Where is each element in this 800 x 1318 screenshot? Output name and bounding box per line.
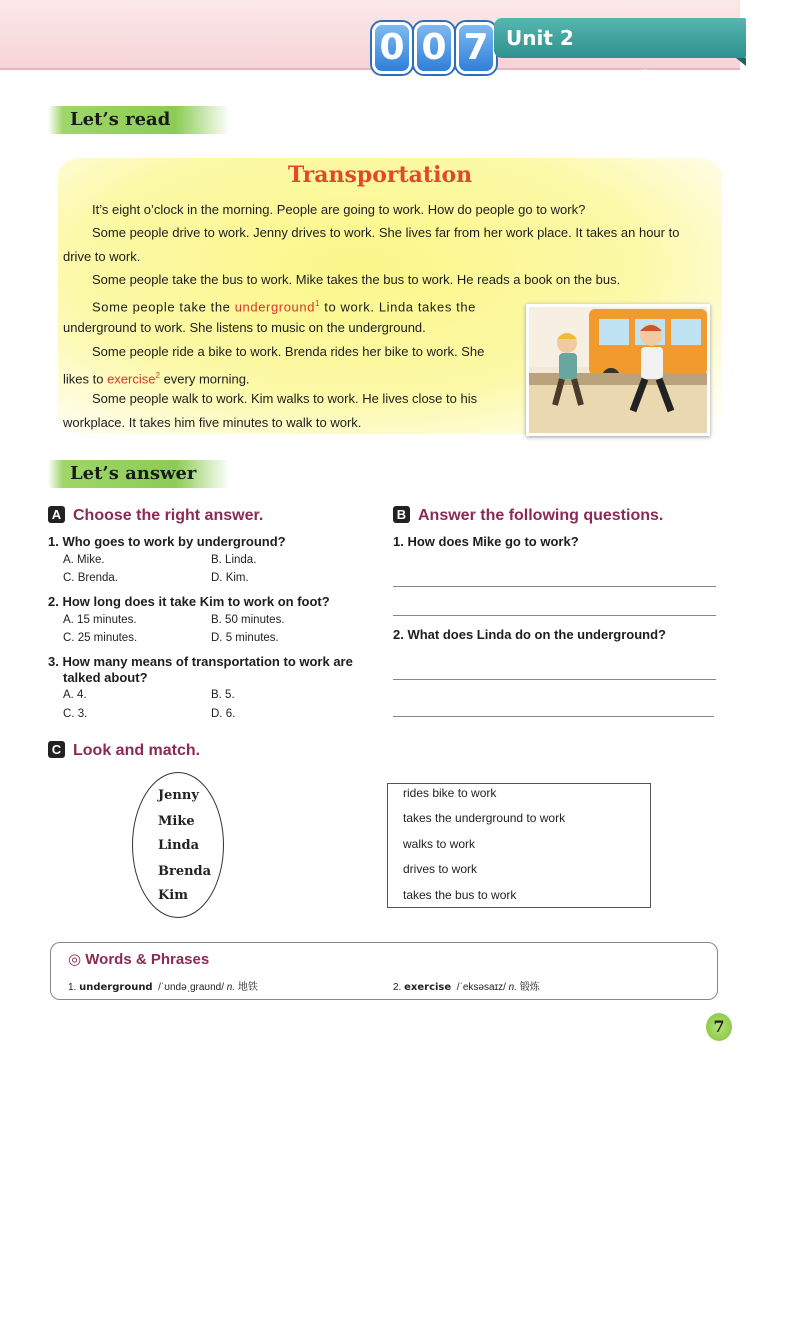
match-phrase[interactable]: rides bike to work [403,786,497,800]
option[interactable]: B. 5. [211,689,235,701]
text: Some people take the [92,299,235,315]
part-a-badge: A [48,506,65,523]
text: likes to [63,371,108,387]
footnote-marker: 2 [155,371,160,380]
option[interactable]: A. 15 minutes. [63,614,137,626]
question-a3-line-1: 3. How many means of transportation to work are [48,654,353,669]
unit-title: Unit 2 Rransportation [494,18,746,58]
paragraph-6-line-2: workplace. It takes him five minutes to walk to work. [63,415,362,430]
match-phrase[interactable]: takes the underground to work [403,811,566,825]
glossary-word-underground: underground [234,299,316,315]
paragraph-1: It’s eight o’clock in the morning. People are going to work. How do people go to work? [92,202,586,217]
answer-line[interactable] [393,679,716,680]
paragraph-2-line-1: Some people drive to work. Jenny drives to work. She lives far from her work place. It takes an hour to [92,225,680,240]
reading-title: Transportation [287,162,473,188]
option[interactable]: C. 3. [63,708,88,720]
match-name[interactable]: Brenda [158,864,212,879]
glossary-word-exercise: exercise [107,371,156,387]
match-name[interactable]: Linda [158,838,200,853]
words-phrases-heading [68,950,209,968]
paragraph-4-line-2: underground to work. She listens to music on the underground. [63,320,426,335]
question-a3-line-2: talked about? [63,670,148,685]
footnote-marker: 1 [315,299,321,308]
answer-section-label: Let’s answer [70,463,197,484]
part-b-heading-text: Answer the following questions. [418,507,664,524]
page-number: 7 [706,1013,732,1041]
answer-line[interactable] [393,615,716,616]
read-section-label: Let’s read [70,109,171,130]
lesson-digit: 0 [414,22,454,74]
answer-line[interactable] [393,586,716,587]
paragraph-3: Some people take the bus to work. Mike takes the bus to work. He reads a book on the bus. [92,272,621,287]
part-b-heading [393,506,663,525]
part-b-badge: B [393,506,410,523]
glossary-entry-2 [393,978,540,993]
lesson-digit: 7 [456,22,496,74]
match-name[interactable]: Kim [158,888,188,903]
option[interactable]: D. 6. [211,708,236,720]
question-a2: 2. How long does it take Kim to work on foot? [48,594,330,609]
option[interactable]: B. Linda. [211,554,257,566]
part-a-heading [48,506,263,525]
entry-pos: n. [226,982,236,993]
match-phrase[interactable]: walks to work [403,837,476,851]
match-name[interactable]: Mike [158,814,195,829]
commuters-illustration-svg [529,307,707,433]
glossary-entry-1 [68,978,258,993]
lesson-number [372,22,496,72]
match-phrase[interactable]: takes the bus to work [403,888,517,902]
words-phrases-title: Words & Phrases [85,951,210,968]
answer-section-label-bg [48,460,230,488]
question-a1: 1. Who goes to work by underground? [48,534,286,549]
entry-meaning: 锻炼 [519,982,540,993]
entry-number: 1. [68,982,77,993]
entry-meaning: 地铁 [237,982,258,993]
option[interactable]: D. 5 minutes. [211,632,279,644]
text: every morning. [159,371,250,387]
option[interactable]: A. 4. [63,689,87,701]
paragraph-2-line-2: drive to work. [63,249,141,264]
paragraph-4-line-1 [92,292,476,318]
read-section-label-bg [48,106,230,134]
answer-line[interactable] [393,716,714,717]
entry-word: underground [79,982,153,993]
paragraph-5-line-1: Some people ride a bike to work. Brenda rides her bike to work. She [92,344,485,359]
part-c-heading [48,741,200,760]
entry-word: exercise [404,982,452,993]
entry-phonetic: /ˈʊndəˌgraʊnd/ [158,982,225,993]
option[interactable]: B. 50 minutes. [211,614,285,626]
text: to work. Linda takes the [320,299,477,315]
paragraph-6-line-1: Some people walk to work. Kim walks to work. He lives close to his [92,391,478,406]
entry-phonetic: /ˈeksəsaɪz/ [456,982,506,993]
part-c-heading-text: Look and match. [73,742,201,759]
question-b1: 1. How does Mike go to work? [393,534,579,549]
option[interactable]: C. Brenda. [63,572,118,584]
match-phrase[interactable]: drives to work [403,862,478,876]
lesson-digit: 0 [372,22,412,74]
entry-pos: n. [508,982,517,993]
entry-number: 2. [393,982,402,993]
option[interactable]: C. 25 minutes. [63,632,138,644]
illustration-commuters [526,304,710,436]
match-name[interactable]: Jenny [158,788,199,803]
bullseye-icon: ◎ [68,951,82,968]
option[interactable]: A. Mike. [63,554,105,566]
part-c-badge: C [48,741,65,758]
part-a-heading-text: Choose the right answer. [73,507,264,524]
option[interactable]: D. Kim. [211,572,249,584]
question-b2: 2. What does Linda do on the underground? [393,627,666,642]
